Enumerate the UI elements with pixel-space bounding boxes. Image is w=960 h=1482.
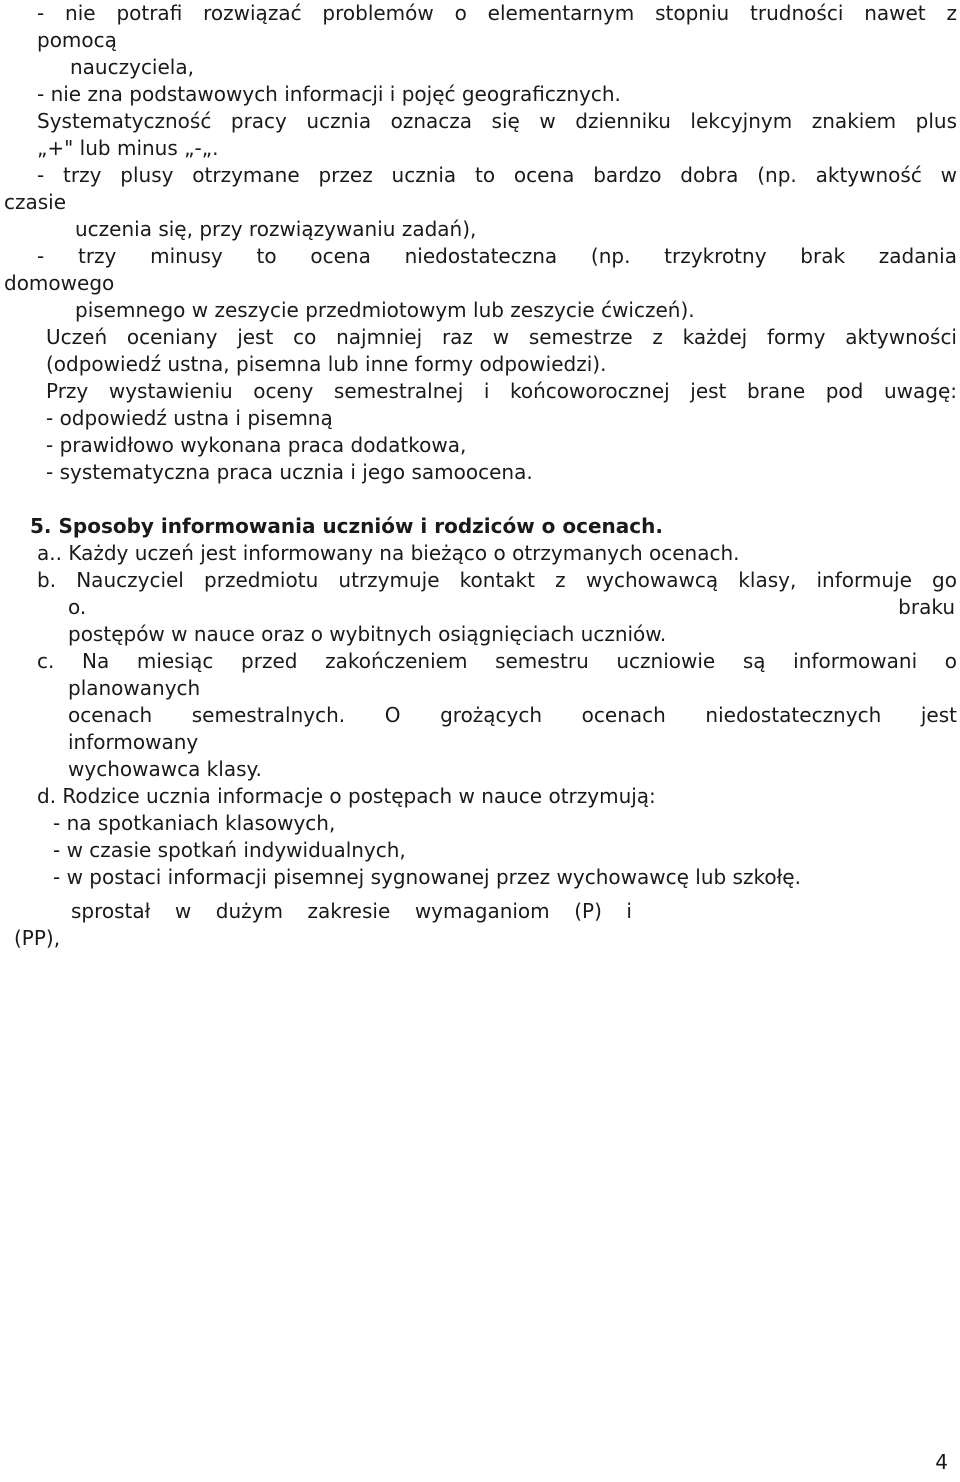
text-line: pomocą — [37, 28, 117, 52]
text-line: - prawidłowo wykonana praca dodatkowa, — [46, 433, 467, 457]
text-line: - w postaci informacji pisemnej sygnowanej przez wychowawcę lub szkołę. — [53, 865, 801, 889]
text-line: pisemnego w zeszycie przedmiotowym lub zeszycie ćwiczeń). — [75, 298, 695, 322]
text-line: - systematyczna praca ucznia i jego samoocena. — [46, 460, 533, 484]
text-line: planowanych — [68, 676, 201, 700]
text-line: b. Nauczyciel przedmiotu utrzymuje kontakt z wychowawcą klasy, informuje go — [37, 568, 957, 592]
text-line: - nie potrafi rozwiązać problemów o elementarnym stopniu trudności nawet z — [37, 1, 957, 25]
section-heading: 5. Sposoby informowania uczniów i rodziców o ocenach. — [30, 514, 663, 538]
text-line: wychowawca klasy. — [68, 757, 262, 781]
text-line: „+" lub minus „-„. — [37, 136, 219, 160]
text-line: sprostał w dużym zakresie wymaganiom (P) i — [71, 899, 632, 923]
text-line: a.. Każdy uczeń jest informowany na bieżąco o otrzymanych ocenach. — [37, 541, 740, 565]
text-line: domowego — [4, 271, 115, 295]
text-line: o. braku — [68, 595, 955, 619]
text-line: (PP), — [14, 926, 61, 950]
text-line: - odpowiedź ustna i pisemną — [46, 406, 333, 430]
text-line: Uczeń oceniany jest co najmniej raz w semestrze z każdej formy aktywności — [46, 325, 957, 349]
text-line: czasie — [4, 190, 67, 214]
text-line: nauczyciela, — [70, 55, 194, 79]
text-line: uczenia się, przy rozwiązywaniu zadań), — [75, 217, 477, 241]
text-line: informowany — [68, 730, 199, 754]
text-line: - nie zna podstawowych informacji i pojęć geograficznych. — [37, 82, 621, 106]
text-line: ocenach semestralnych. O grożących ocenach niedostatecznych jest — [68, 703, 957, 727]
text-line: - trzy minusy to ocena niedostateczna (np. trzykrotny brak zadania — [37, 244, 957, 268]
text-line: d. Rodzice ucznia informacje o postępach w nauce otrzymują: — [37, 784, 656, 808]
text-line: - w czasie spotkań indywidualnych, — [53, 838, 406, 862]
page-number: 4 — [935, 1450, 948, 1474]
text-line: c. Na miesiąc przed zakończeniem semestru uczniowie są informowani o — [37, 649, 957, 673]
text-line: Systematyczność pracy ucznia oznacza się w dzienniku lekcyjnym znakiem plus — [37, 109, 957, 133]
text-line: - na spotkaniach klasowych, — [53, 811, 336, 835]
text-line: - trzy plusy otrzymane przez ucznia to ocena bardzo dobra (np. aktywność w — [37, 163, 957, 187]
text-line: Przy wystawieniu oceny semestralnej i końcoworocznej jest brane pod uwagę: — [46, 379, 957, 403]
text-line: (odpowiedź ustna, pisemna lub inne formy odpowiedzi). — [46, 352, 607, 376]
text-line: postępów w nauce oraz o wybitnych osiągnięciach uczniów. — [68, 622, 667, 646]
